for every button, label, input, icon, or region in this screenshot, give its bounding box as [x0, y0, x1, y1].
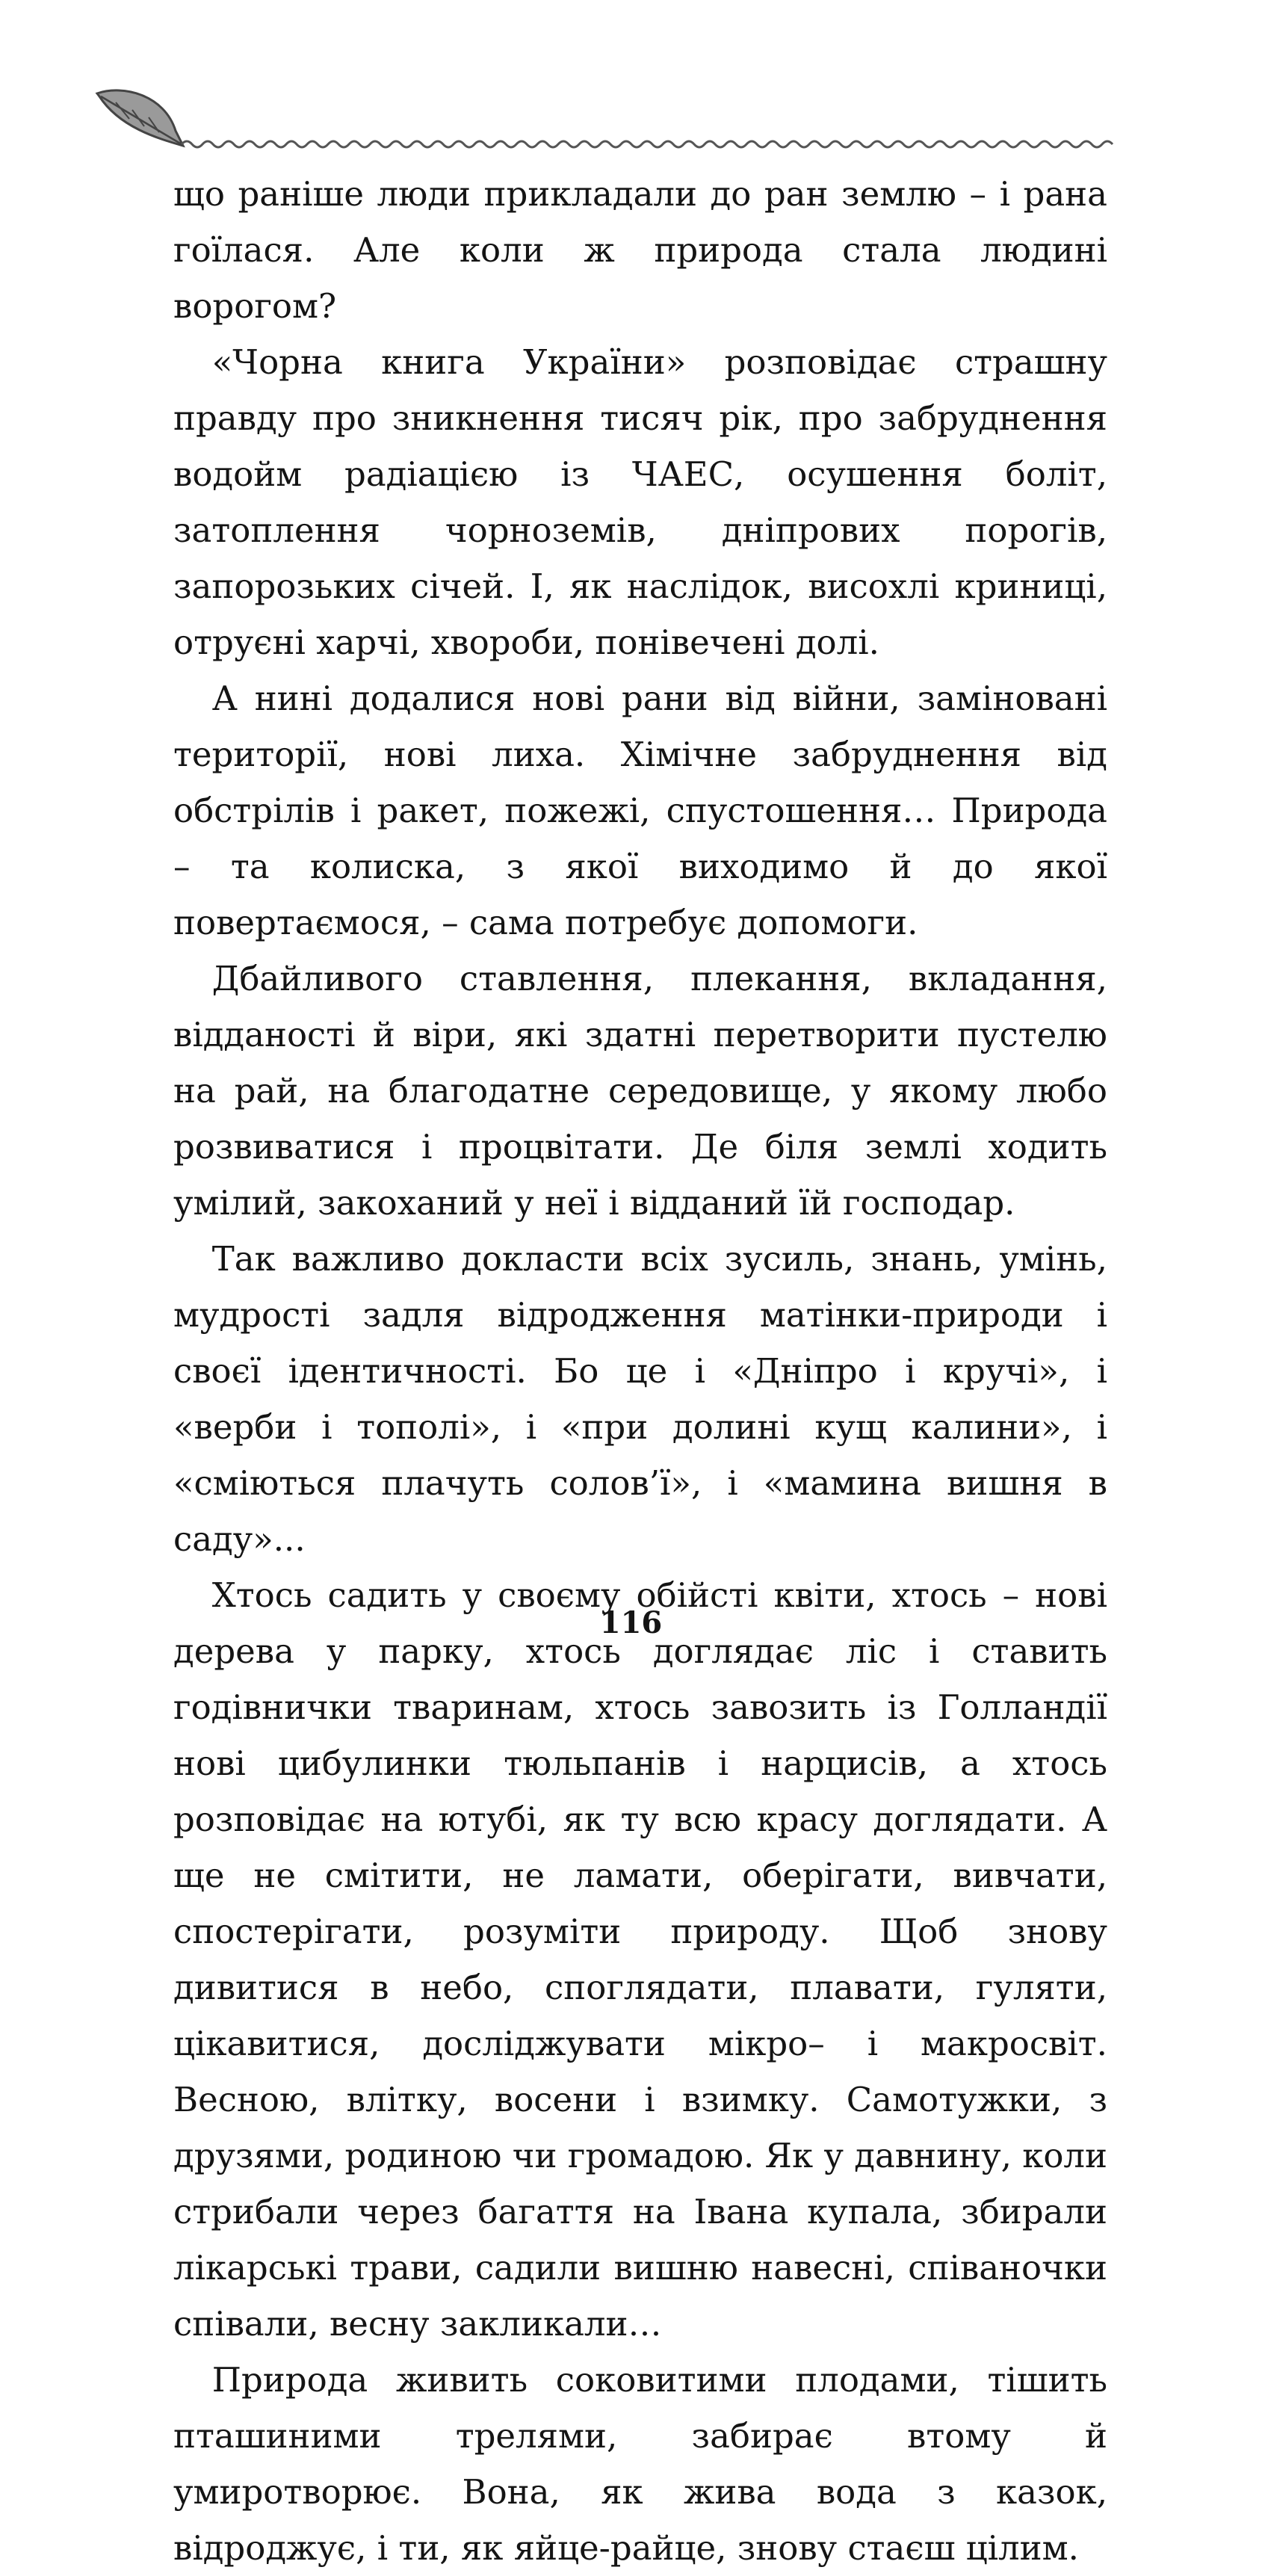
paragraph-5: Так важливо докласти всіх зусиль, знань, умінь, мудрості задля відродження матінки-природи і своєї ідентичності. Бо це і «Дніпро і кручі», і «верби і тополі», і «при долині кущ калини», і «сміються плачуть солов’ї», і «мамина вишня в саду»... [173, 1239, 1107, 1559]
paragraph-4: Дбайливого ставлення, плекання, вкладання, відданості й віри, які здатні перетворити пустелю на рай, на благодатне середовище, у якому любо розвиватися і процвітати. Де біля землі ходить умілий, закоханий у неї і відданий їй господар. [173, 959, 1107, 1223]
paragraph-1: що раніше люди прикладали до ран землю – і рана гоїлася. Але коли ж природа стала людині ворогом? [173, 174, 1107, 326]
page-number: 116 [599, 1605, 663, 1640]
paragraph-7: Природа живить соковитими плодами, тішить пташиними трелями, забирає втому й умиротворює. Вона, як жива вода з казок, відроджує, і ти, як яйце-райце, знову стаєш цілим. [173, 2360, 1107, 2568]
leaf-quill-icon [97, 90, 183, 146]
paragraph-6: Хтось садить у своєму обійсті квіти, хтось – нові дерева у парку, хтось доглядає ліс і ставить годівнички тваринам, хтось завозить із Голландії нові цибулинки тюльпанів і нарцисів, а хтось розповідає на ютубі, як ту всю красу доглядати. А ще не смітити, не ламати, оберігати, вивчати, спостерігати, розуміти природу. Щоб знову дивитися в небо, споглядати, плавати, гуляти, цікавитися, досліджувати мікро– і макросвіт. Весною, влітку, восени і взимку. Самотужки, з друзями, родиною чи громадою. Як у давнину, коли стрибали через багаття на Івана купала, збирали лікарські трави, садили вишню навесні, співаночки співали, весну закликали… [173, 1575, 1107, 2344]
text-block [173, 166, 1107, 2576]
header-ornament [93, 86, 1117, 153]
paragraph-3: А нині додалися нові рани від війни, заміновані території, нові лиха. Хімічне забруднення від обстрілів і ракет, пожежі, спустошення… Природа – та колиска, з якої виходимо й до якої повертаємося, – сама потребує допомоги. [173, 679, 1107, 942]
paragraph-2: «Чорна книга України» розповідає страшну правду про зникнення тисяч рік, про забруднення водойм радіацією із ЧАЕС, осушення боліт, затоплення чорноземів, дніпрових порогів, запорозьких січей. І, як наслідок, висохлі криниці, отруєні харчі, хвороби, понівечені долі. [173, 342, 1107, 662]
wavy-divider [182, 141, 1113, 147]
